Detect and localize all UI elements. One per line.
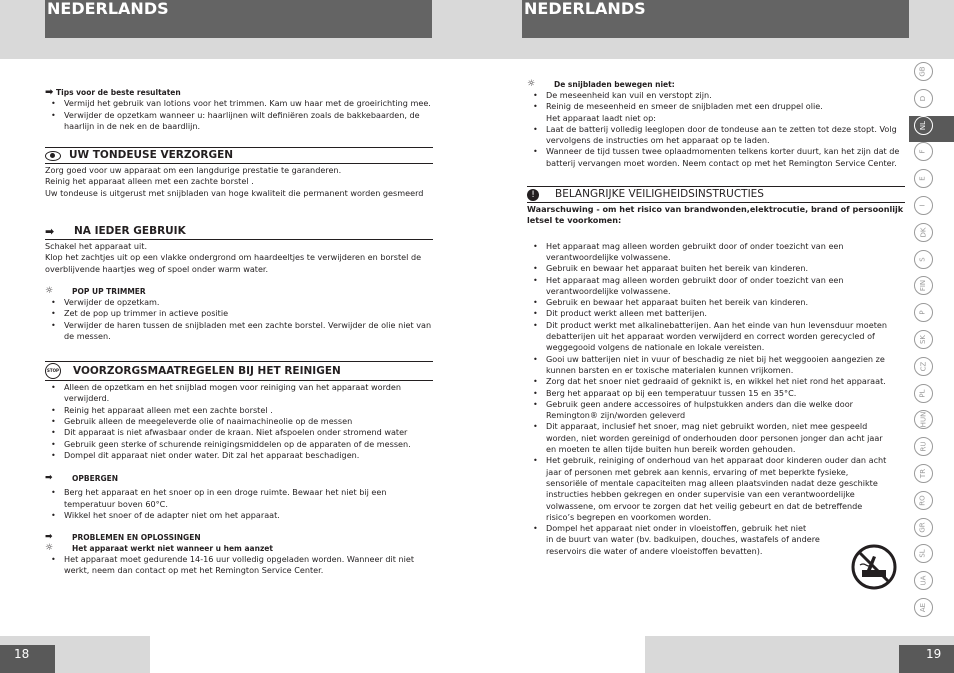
after-use-line: Schakel het apparaat uit. [45, 241, 148, 252]
language-tab-label: GR [918, 521, 927, 533]
language-tab-fin[interactable] [914, 276, 933, 295]
list-item: • Het gebruik, reiniging of onderhoud van het apparaat door kinderen ouder dan acht jaar of personen met gebrek aan kennis, ervaring of met beperkte fysieke, sensoriële of mentale capaciteiten mag alleen plaatsvinden nadat deze geschikte instructies hebben gekregen en onder supervisie van een verantwoordelijke volwassene, om ervoor te zorgen dat het veilig gebeurt en dat de betreffende risico’s begrepen en voorkomen worden. [527, 455, 887, 523]
safety-heading [527, 186, 905, 203]
care-line: Zorg goed voor uw apparaat om een langdurige prestatie te garanderen. [45, 165, 342, 176]
precautions-title: VOORZORGSMAATREGELEN BIJ HET REINIGEN [73, 364, 341, 377]
list-item: • Wanneer de tijd tussen twee oplaadmomenten telkens korter duurt, kan het zijn dat de batterij vervangen moet worden. Neem contact op met het Remington Service Center. [527, 146, 905, 169]
list-item: • Gebruik en bewaar het apparaat buiten het bereik van kinderen. [527, 263, 887, 274]
page-number-left: 18 [0, 645, 55, 673]
page-number-right: 19 [899, 645, 954, 673]
left-page-header: NEDERLANDS [45, 0, 432, 38]
list-item: • Gebruik en bewaar het apparaat buiten het bereik van kinderen. [527, 297, 887, 308]
list-item: • Verwijder de opzetkam. [45, 297, 433, 308]
language-tab-sk[interactable] [914, 330, 933, 349]
list-item: • Gebruik geen sterke of schurende reinigingsmiddelen op de apparaten of de messen. [45, 439, 433, 450]
right-page-header: NEDERLANDS [522, 0, 909, 38]
list-item: • Reinig het apparaat alleen met een zachte borstel . [45, 405, 433, 416]
list-item: • Alleen de opzetkam en het snijblad mogen voor reiniging van het apparaat worden verwijderd. [45, 382, 433, 405]
list-item: • Gooi uw batterijen niet in vuur of beschadig ze niet bij het weggooien aangezien ze kunnen barsten en er toxische materialen kunnen vrijkomen. [527, 354, 887, 377]
language-tab-nl[interactable] [914, 116, 933, 135]
language-tab-label: I [918, 204, 927, 207]
safety-list [527, 241, 887, 557]
warning-icon: ! [527, 189, 539, 201]
arrow-icon: ➡ [45, 532, 53, 543]
safety-title: BELANGRIJKE VEILIGHEIDSINSTRUCTIES [555, 188, 764, 201]
list-item: • Het apparaat moet gedurende 14-16 uur volledig opgeladen worden. Wanneer dit niet werkt, neem dan contact op met het Remington Service Center. [45, 554, 433, 577]
language-tab-label: FIN [918, 280, 927, 292]
list-item: • Reinig de meseenheid en smeer de snijbladen met een druppel olie. Het apparaat laadt niet op: [527, 101, 905, 124]
language-tab-label: HUN [919, 412, 927, 428]
language-tab-label: UA [918, 575, 927, 586]
language-tab-label: P [918, 310, 927, 315]
care-line: Uw tondeuse is uitgerust met snijbladen van hoge kwaliteit die permanent worden gesmeerd [45, 187, 424, 198]
sun-icon: ☼ [527, 79, 536, 89]
language-tab-label: TR [918, 468, 927, 479]
list-item: • Dit product werkt alleen met batterijen. [527, 308, 887, 319]
language-tab-f[interactable] [914, 142, 933, 161]
popup-list [45, 297, 433, 342]
after-use-heading [45, 224, 433, 240]
language-tab-label: PL [919, 389, 927, 398]
sun-icon: ☼ [45, 543, 54, 554]
language-tab-label: GB [918, 66, 927, 77]
language-tab-label: AE [919, 602, 927, 613]
list-item: • De meseenheid kan vuil en verstopt zijn. [527, 90, 905, 101]
problems-title: PROBLEMEN EN OPLOSSINGEN [72, 533, 201, 543]
problems-subtitle: Het apparaat werkt niet wanneer u hem aanzet [72, 544, 273, 554]
list-item: • Dit product werkt met alkalinebatterijen. Aan het einde van hun levensduur moeten debatterijen uit het apparaat worden verwijderd en correct worden gerecycled of weggegooid volgens de nationale en lokale vereisten. [527, 320, 887, 354]
language-tab-cz[interactable] [914, 357, 933, 376]
language-tab-label: F [919, 149, 927, 154]
list-item: • Berg het apparaat en het snoer op in een droge ruimte. Bewaar het niet bij een temperatuur boven 60°C. [45, 487, 433, 510]
language-tab-sl[interactable] [914, 544, 933, 563]
language-tab-pl[interactable] [914, 384, 933, 403]
problems-list [45, 554, 433, 577]
right-page-content [527, 79, 905, 557]
language-tab-label: CZ [919, 361, 927, 372]
language-tab-p[interactable] [914, 303, 933, 322]
list-item: • Dit apparaat is niet afwasbaar onder de kraan. Niet afspoelen onder stromend water [45, 427, 433, 438]
left-page-content [45, 87, 433, 577]
arrow-icon: ➡ [45, 225, 55, 239]
list-item: • Berg het apparaat op bij een temperatuur tussen 15 en 35°C. [527, 388, 887, 399]
language-tab-tr[interactable] [914, 464, 933, 483]
language-tab-dk[interactable] [914, 223, 933, 242]
list-item: • Dompel het apparaat niet onder in vloeistoffen, gebruik het niet in de buurt van water (bv. badkuipen, douches, wastafels of andere reservoirs die water of andere vloeistoffen bevatten). [527, 523, 887, 557]
tips-title: Tips voor de beste resultaten [56, 88, 181, 97]
language-tab-label: NL [918, 120, 927, 130]
care-title: UW TONDEUSE VERZORGEN [69, 149, 234, 162]
language-tab-hun[interactable] [914, 410, 933, 429]
no-water-warning-icon [849, 542, 899, 592]
language-tab-label: E [919, 176, 927, 181]
storage-heading [45, 473, 433, 484]
storage-title: OPBERGEN [72, 474, 119, 484]
language-tab-ro[interactable] [914, 491, 933, 510]
language-tab-i[interactable] [914, 196, 933, 215]
popup-title: POP UP TRIMMER [72, 286, 146, 296]
eye-icon [45, 151, 61, 161]
stop-icon: STOP [45, 363, 61, 379]
list-item: • Zorg dat het snoer niet gedraaid of geknikt is, en wikkel het niet rond het apparaat. [527, 376, 887, 387]
language-tab-ru[interactable] [914, 437, 933, 456]
list-item: • Zet de pop up trimmer in actieve positie [45, 308, 433, 319]
list-item: • Dompel dit apparaat niet onder water. Dit zal het apparaat beschadigen. [45, 450, 433, 461]
language-tab-label: RU [919, 441, 927, 452]
care-section-heading [45, 147, 433, 164]
list-item: • Gebruik geen andere accessoires of hulpstukken anders dan die welke door Remington® zijn/worden geleverd [527, 399, 887, 422]
blades-list [527, 90, 905, 169]
sun-icon: ☼ [45, 285, 54, 296]
blades-heading [527, 79, 905, 90]
language-tab-d[interactable] [914, 89, 933, 108]
language-tabs [909, 58, 954, 634]
arrow-icon: ➡ [45, 473, 53, 484]
blades-title: De snijbladen bewegen niet: [554, 80, 675, 89]
language-tab-s[interactable] [914, 250, 933, 269]
language-tab-ae[interactable] [914, 598, 933, 617]
problems-subheading [45, 543, 433, 554]
precautions-heading [45, 361, 433, 381]
language-tab-label: DK [918, 227, 927, 238]
arrow-icon: ➡ [45, 87, 54, 98]
list-item: • Wikkel het snoer of de adapter niet om het apparaat. [45, 510, 433, 521]
after-use-title: NA IEDER GEBRUIK [74, 225, 186, 238]
list-item: • Verwijder de opzetkam wanneer u: haarlijnen wilt definiëren zoals de bakkebaarden, de haarlijn in de nek en de baardlijn. [45, 110, 433, 133]
list-item: • Het apparaat mag alleen worden gebruikt door of onder toezicht van een verantwoordelijke volwassene. [527, 275, 887, 298]
popup-heading [45, 286, 433, 297]
problems-heading [45, 532, 433, 543]
language-tab-label: S [918, 256, 927, 262]
language-tab-label: SL [919, 549, 927, 559]
language-tab-label: RO [919, 495, 927, 506]
list-item: • Gebruik alleen de meegeleverde olie of naaimachineolie op de messen [45, 416, 433, 427]
language-tab-label: SK [918, 334, 927, 345]
language-tab-label: D [918, 95, 927, 101]
tips-list [45, 98, 433, 132]
precautions-list [45, 382, 433, 461]
list-item: • Dit apparaat, inclusief het snoer, mag niet gebruikt worden, niet mee gespeeld worden, niet worden gereinigd of onderhouden door personen jonger dan acht jaar en moeten te allen tijde buiten hun bereik worden gehouden. [527, 421, 887, 455]
tips-heading [45, 87, 433, 98]
list-item: • Laat de batterij volledig leeglopen door de tondeuse aan te zetten tot deze stopt. Volg vervolgens de instructies om het apparaat op te laden. [527, 124, 905, 147]
language-tab-gr[interactable] [914, 518, 933, 537]
language-tab-ua[interactable] [914, 571, 933, 590]
language-tab-gb[interactable] [914, 62, 933, 81]
list-item: • Vermijd het gebruik van lotions voor het trimmen. Kam uw haar met de groeirichting mee. [45, 98, 433, 109]
storage-list [45, 487, 433, 521]
safety-warning: Waarschuwing - om het risico van brandwonden,elektrocutie, brand of persoonlijk letsel te voorkomen: [527, 204, 904, 226]
language-tab-e[interactable] [914, 169, 933, 188]
list-item: • Het apparaat mag alleen worden gebruikt door of onder toezicht van een verantwoordelijke volwassene. [527, 241, 887, 264]
care-line: Reinig het apparaat alleen met een zachte borstel . [45, 176, 254, 187]
after-use-line: Klop het zachtjes uit op een vlakke ondergrond om haardeeltjes te verwijderen en borstel de overblijvende haartjes weg of spoel onder warm water. [45, 252, 422, 274]
list-item: • Verwijder de haren tussen de snijbladen met een zachte borstel. Verwijder de olie niet van de messen. [45, 320, 433, 343]
